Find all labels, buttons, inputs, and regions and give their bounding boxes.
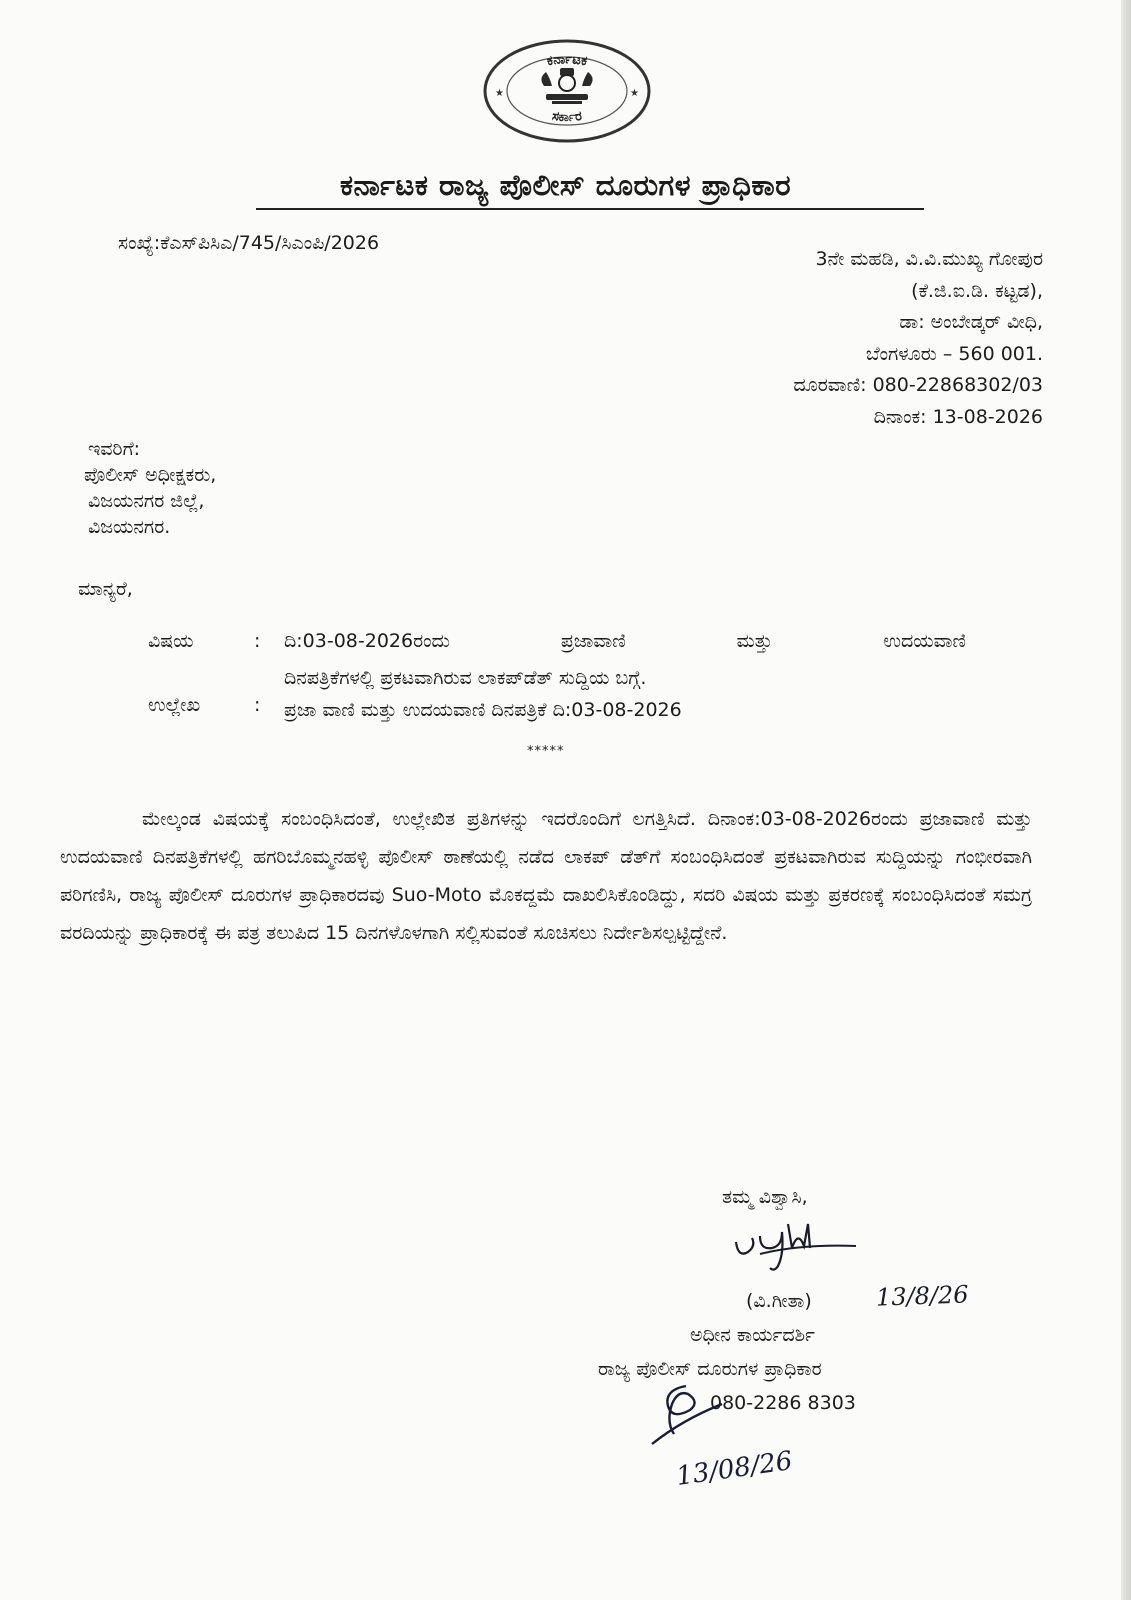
authority-title: ಕರ್ನಾಟಕ ರಾಜ್ಯ ಪೊಲೀಸ್ ದೂರುಗಳ ಪ್ರಾಧಿಕಾರ bbox=[339, 168, 792, 202]
closing-yours: ತಮ್ಮ ವಿಶ್ವಾಸಿ, bbox=[722, 1186, 808, 1208]
recipient-line: ವಿಜಯನಗರ ಜಿಲ್ಲೆ, bbox=[88, 490, 205, 512]
office-phone: 080-2286 8303 bbox=[710, 1392, 856, 1414]
date-line: ದಿನಾಂಕ: 13-08-2026 bbox=[873, 405, 1043, 428]
initial-date: 13/08/26 bbox=[674, 1446, 795, 1492]
title-underline bbox=[256, 208, 924, 210]
recipient-block bbox=[84, 436, 217, 540]
handwritten-signature bbox=[730, 1218, 890, 1278]
reference-colon: : bbox=[254, 694, 261, 716]
recipient-line: ಇವರಿಗೆ: bbox=[88, 438, 141, 460]
office-name: ರಾಜ್ಯ ಪೊಲೀಸ್ ದೂರುಗಳ ಪ್ರಾಧಿಕಾರ bbox=[598, 1358, 822, 1380]
recipient-line: ವಿಜಯನಗರ. bbox=[88, 516, 171, 538]
svg-text:★: ★ bbox=[630, 88, 639, 99]
office-address bbox=[583, 244, 1043, 433]
address-line: (ಕೆ.ಜಿ.ಐ.ಡಿ. ಕಟ್ಟಡ), bbox=[911, 279, 1043, 302]
subject-label: ವಿಷಯ bbox=[148, 630, 194, 652]
initial-mark bbox=[646, 1378, 736, 1458]
subject-word: ದಿ:03-08-2026ರಂದು bbox=[284, 630, 450, 652]
page-edge-shadow bbox=[1121, 0, 1131, 1600]
seal-bottom-text: ಸರ್ಕಾರ bbox=[551, 108, 583, 126]
address-line: 3ನೇ ಮಹಡಿ, ವಿ.ವಿ.ಮುಖ್ಯ ಗೋಪುರ bbox=[815, 248, 1043, 270]
reference-number: ಸಂಖ್ಯೆ:ಕೆಎಸ್‌ಪಿಸಿಎ/745/ಸಿಎಂಪಿ/2026 bbox=[118, 232, 380, 254]
address-line: ಡಾ: ಅಂಬೇಡ್ಕರ್ ವೀಧಿ, bbox=[899, 311, 1043, 333]
signatory-name: (ವಿ.ಗೀತಾ) bbox=[746, 1290, 812, 1312]
separator-stars: ***** bbox=[527, 744, 565, 759]
subject-line-1 bbox=[284, 630, 966, 652]
salutation: ಮಾನ್ಯರೆ, bbox=[78, 578, 133, 600]
svg-text:★: ★ bbox=[495, 88, 504, 99]
subject-word: ಉದಯವಾಣಿ bbox=[883, 630, 966, 652]
address-line: ಬೆಂಗಳೂರು – 560 001. bbox=[865, 342, 1043, 365]
emblem-icon bbox=[541, 68, 592, 104]
phone-line: ದೂರವಾಣಿ: 080-22868302/03 bbox=[793, 374, 1043, 396]
signature-date: 13/8/26 bbox=[875, 1280, 969, 1312]
subject-word: ಪ್ರಜಾವಾಣಿ bbox=[560, 630, 626, 652]
reference-label: ಉಲ್ಲೇಖ bbox=[148, 694, 201, 716]
letter-body: ಮೇಲ್ಕಂಡ ವಿಷಯಕ್ಕೆ ಸಂಬಂಧಿಸಿದಂತೆ, ಉಲ್ಲೇಖಿತ ಪ್ರತಿಗಳನ್ನು ಇದರೊಂದಿಗೆ ಲಗತ್ತಿಸಿದೆ. ದಿನಾಂಕ:03-08-2026ರಂದು ಪ್ರಜಾವಾಣಿ ಮತ್ತು ಉದಯವಾಣಿ ದಿನಪತ್ರಿಕೆಗಳಲ್ಲಿ ಹಗರಿಬೊಮ್ಮನಹಳ್ಳಿ ಪೊಲೀಸ್ ಠಾಣೆಯಲ್ಲಿ ನಡೆದ ಲಾಕಪ್ ಡೆತ್‌ಗೆ ಸಂಬಂಧಿಸಿದಂತೆ ಪ್ರಕಟವಾಗಿರುವ ಸುದ್ದಿಯನ್ನು ಗಂಭೀರವಾಗಿ ಪರಿಗಣಿಸಿ, ರಾಜ್ಯ ಪೊಲೀಸ್ ದೂರುಗಳ ಪ್ರಾಧಿಕಾರದವು Suo-Moto ಮೊಕದ್ದಮೆ ದಾಖಲಿಸಿಕೊಂಡಿದ್ದು, ಸದರಿ ವಿಷಯ ಮತ್ತು ಪ್ರಕರಣಕ್ಕೆ ಸಂಬಂಧಿಸಿದಂತೆ ಸಮಗ್ರ ವರದಿಯನ್ನು ಪ್ರಾಧಿಕಾರಕ್ಕೆ ಈ ಪತ್ರ ತಲುಪಿದ 15 ದಿನಗಳೊಳಗಾಗಿ ಸಲ್ಲಿಸುವಂತೆ ಸೂಚಿಸಲು ನಿರ್ದೇಶಿಸಲ್ಪಟ್ಟಿದ್ದೇನೆ. bbox=[60, 808, 1032, 944]
subject-word: ಮತ್ತು bbox=[736, 630, 773, 652]
government-seal bbox=[482, 38, 652, 144]
subject-colon: : bbox=[254, 630, 261, 652]
subject-line-2: ದಿನಪತ್ರಿಕೆಗಳಲ್ಲಿ ಪ್ರಕಟವಾಗಿರುವ ಲಾಕಪ್‌ಡೆತ್ ಸುದ್ದಿಯ ಬಗ್ಗೆ. bbox=[284, 667, 647, 689]
reference-text: ಪ್ರಜಾ ವಾಣಿ ಮತ್ತು ಉದಯವಾಣಿ ದಿನಪತ್ರಿಕೆ ದಿ:03-08-2026 bbox=[284, 699, 682, 721]
recipient-line: ಪೊಲೀಸ್ ಅಧೀಕ್ಷಕರು, bbox=[84, 464, 217, 486]
seal-top-text: ಕರ್ನಾಟಕ bbox=[545, 52, 589, 70]
designation: ಅಧೀನ ಕಾರ್ಯದರ್ಶಿ bbox=[690, 1324, 815, 1346]
